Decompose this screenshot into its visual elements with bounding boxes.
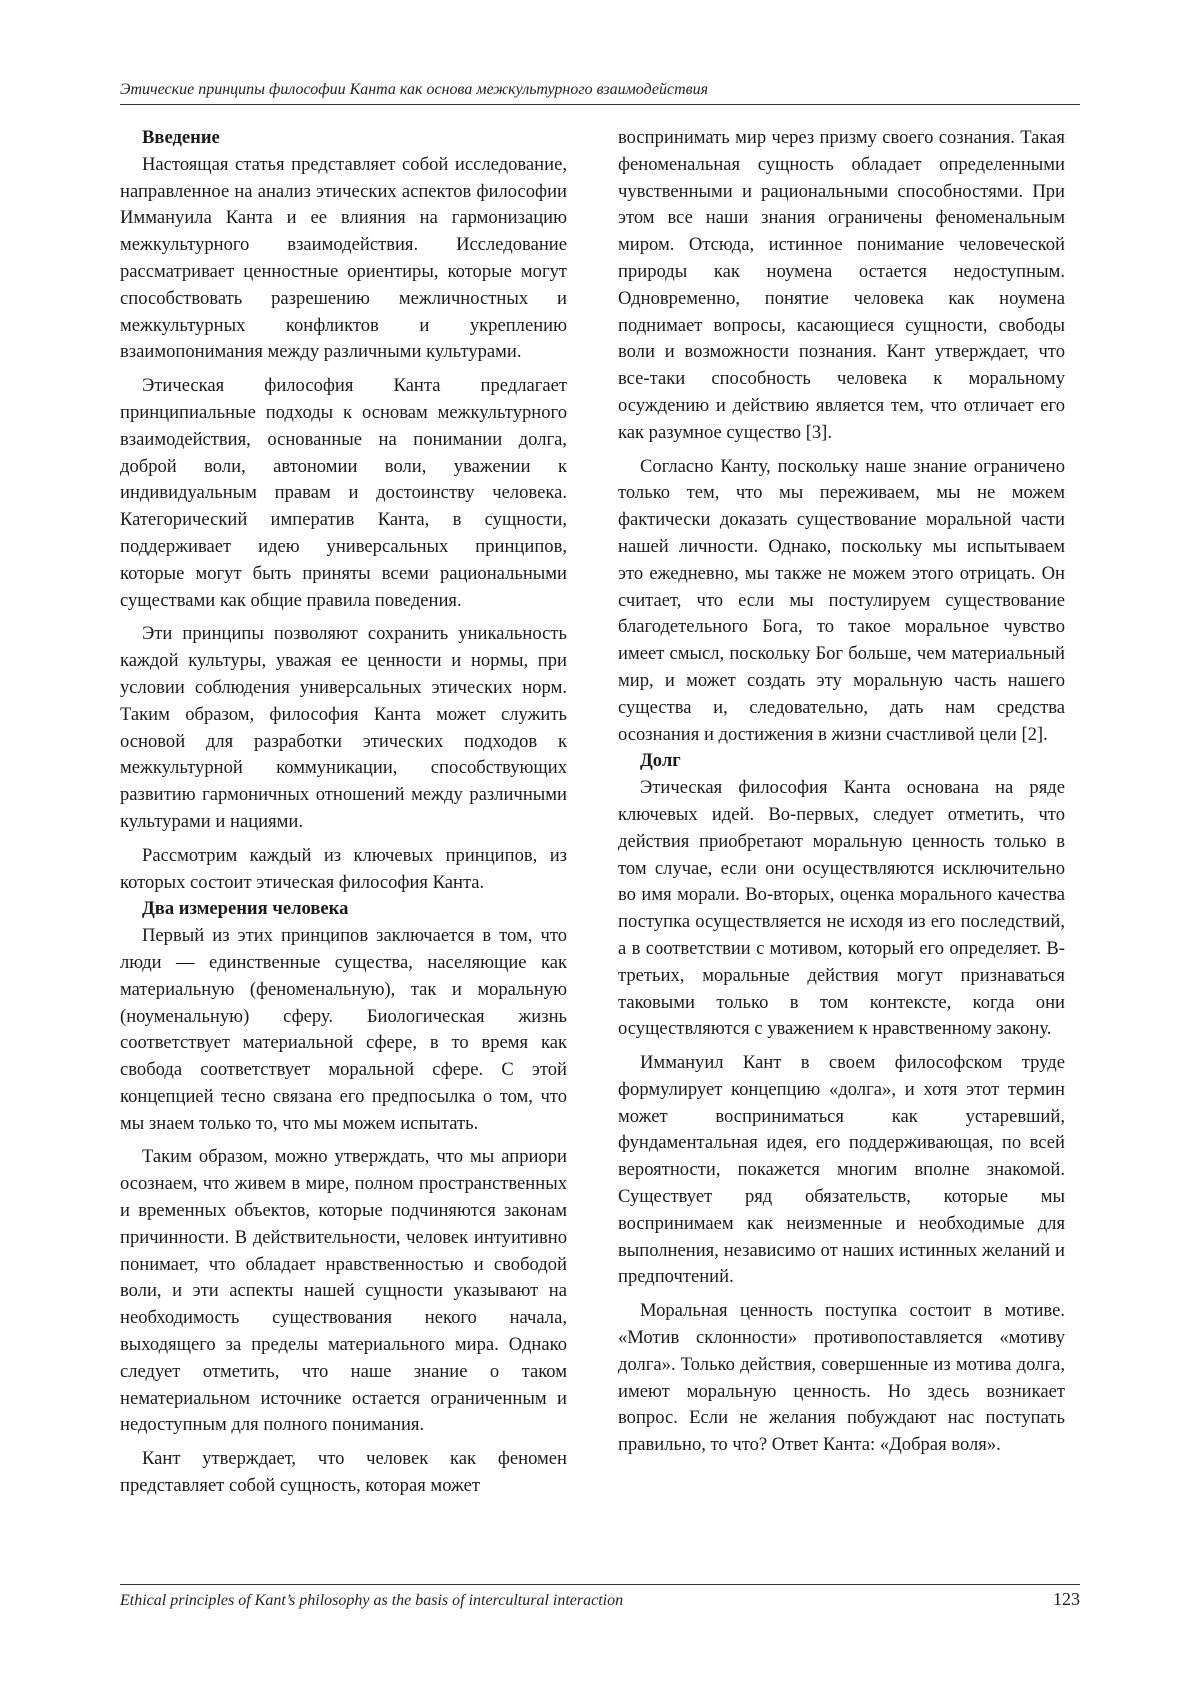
footer-divider	[120, 1584, 1080, 1585]
section-heading-introduction: Введение	[142, 127, 220, 148]
section-heading-duty: Долг	[640, 750, 681, 772]
paragraph: Первый из этих принципов заключается в том, что люди — единственные существа, населяющие как материальную (феноменальную), так и моральную (ноуменальную) сферу. Биологическая жизнь соответствует материальной сфере, в то время как свобода соответствует моральной сфере. С этой концепцией тесно связана его предпосылка о том, что мы знаем только то, что мы можем испытать.	[120, 925, 567, 1134]
paragraph: Эти принципы позволяют сохранить уникальность каждой культуры, уважая ее ценности и нормы, при условии соблюдения универсальных этических норм. Таким образом, философия Канта может служить основой для разработки этических подходов к межкультурной коммуникации, способствующих развитию гармоничных отношений между различными культурами и нациями.	[120, 623, 567, 832]
paragraph: Рассмотрим каждый из ключевых принципов, из которых состоит этическая философия Канта.	[120, 844, 567, 893]
paragraph: Моральная ценность поступка состоит в мотиве. «Мотив склонности» противопоставляется «мотиву долга». Только действия, совершенные из мотива долга, имеют моральную ценность. Но здесь возникает вопрос. Если не желания побуждают нас поступать правильно, то что? Ответ Канта: «Добрая воля».	[618, 1300, 1065, 1456]
right-column	[618, 125, 1065, 1459]
footer-english-title: Ethical principles of Kant’s philosophy as the basis of intercultural interaction	[120, 1592, 624, 1609]
left-column	[120, 125, 567, 1500]
paragraph: Кант утверждает, что человек как феномен представляет собой сущность, которая может	[120, 1448, 567, 1497]
paragraph: Этическая философия Канта основана на ряде ключевых идей. Во-первых, следует отметить, что действия приобретают моральную ценность только в том случае, если они осуществляются исключительно во имя морали. Во-вторых, оценка морального качества поступка осуществляется не исходя из его последствий, а в соответствии с мотивом, который его определяет. В-третьих, моральные действия могут признаваться таковыми только в том контексте, когда они осуществляются с уважением к нравственному закону.	[618, 777, 1065, 1040]
paragraph: Этическая философия Канта предлагает принципиальные подходы к основам межкультурного взаимодействия, основанные на понимании долга, доброй воли, автономии воли, уважении к индивидуальным правам и достоинству человека. Категорический императив Канта, в сущности, поддерживает идею универсальных принципов, которые могут быть приняты всеми рациональными существами как общие правила поведения.	[120, 375, 567, 611]
paragraph: Настоящая статья представляет собой исследование, направленное на анализ этических аспектов философии Иммануила Канта и ее влияния на гармонизацию межкультурного взаимодействия. Исследование рассматривает ценностные ориентиры, которые могут способствовать разрешению межличностных и межкультурных конфликтов и укреплению взаимопонимания между различными культурами.	[120, 153, 567, 363]
paragraph: Согласно Канту, поскольку наше знание ограничено только тем, что мы переживаем, мы не можем фактически доказать существование моральной части нашей личности. Однако, поскольку мы испытываем это ежедневно, мы также не можем этого отрицать. Он считает, что если мы постулируем существование благодетельного Бога, то такое моральное чувство имеет смысл, поскольку Бог больше, чем материальный мир, и может создать эту моральную часть нашего существа и, следовательно, дать нам средства осознания и достижения в жизни счастливой цели [2].	[618, 455, 1065, 745]
section-heading-two-dimensions: Два измерения человека	[142, 898, 349, 920]
running-title: Этические принципы философии Канта как основа межкультурного взаимодействия	[120, 80, 1080, 105]
paragraph: Иммануил Кант в своем философском труде формулирует концепцию «долга», и хотя этот термин может восприниматься как устаревший, фундаментальная идея, его поддерживающая, по всей вероятности, покажется многим вполне знакомой. Существует ряд обязательств, которые мы воспринимаем как неизменные и необходимые для выполнения, независимо от наших истинных желаний и предпочтений.	[618, 1052, 1065, 1288]
paragraph-continued: воспринимать мир через призму своего сознания. Такая феноменальная сущность обладает определенными чувственными и рациональными способностями. При этом все наши знания ограничены феноменальным миром. Отсюда, истинное понимание человеческой природы как ноумена остается недоступным. Одновременно, понятие человека как ноумена поднимает вопросы, касающиеся сущности, свободы воли и возможности познания. Кант утверждает, что все-таки способность человека к моральному осуждению и действию является тем, что отличает его как разумное существо [3].	[618, 127, 1065, 443]
page-number: 123	[1053, 1589, 1080, 1609]
paragraph: Таким образом, можно утверждать, что мы априори осознаем, что живем в мире, полном пространственных и временных объектов, которые подчиняются законам причинности. В действительности, человек интуитивно понимает, что обладает нравственностью и свободой воли, и эти аспекты нашей сущности указывают на необходимость существования некого начала, выходящего за пределы материального мира. Однако следует отметить, что наше знание о таком нематериальном источнике остается ограниченным и недоступным для полного понимания.	[120, 1146, 567, 1436]
